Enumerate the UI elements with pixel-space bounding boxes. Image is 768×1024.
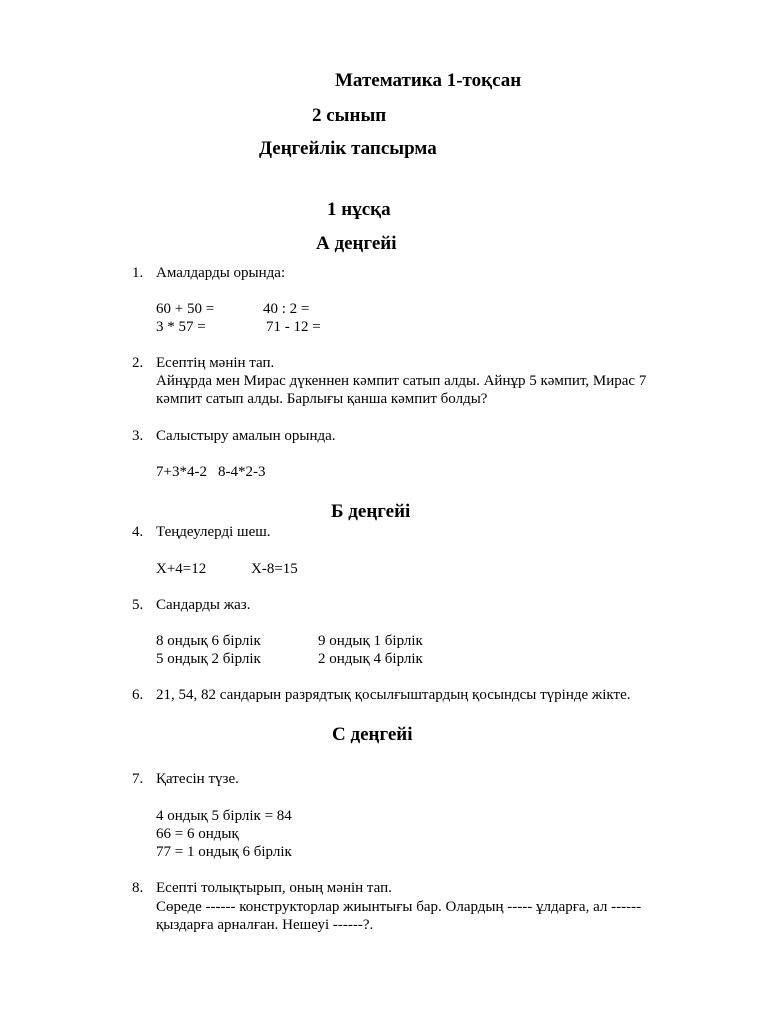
task-5-text: Сандарды жаз. <box>156 597 251 613</box>
task-4-text: Теңдеулерді шеш. <box>156 524 271 540</box>
task-5-item: 5 ондық 2 бірлік <box>156 651 261 667</box>
task-1-expr: 3 * 57 = <box>156 319 206 335</box>
task-2-body-line: кәмпит сатып алды. Барлығы қанша кәмпит болды? <box>156 391 488 407</box>
task-6-text: 21, 54, 82 сандарын разрядтық қосылғыштардың қосындсы түрінде жікте. <box>156 687 631 703</box>
task-8-body-line: қыздарға арналған. Нешеуі ------?. <box>156 917 374 933</box>
level-b-heading: Б деңгейі <box>331 501 411 522</box>
document-title: Математика 1-тоқсан <box>335 70 522 91</box>
task-3-expr: 8-4*2-3 <box>218 464 266 480</box>
task-2-number: 2. <box>132 355 144 371</box>
task-1-text: Амалдарды орында: <box>156 265 286 281</box>
task-7-number: 7. <box>132 771 144 787</box>
task-7-body-line: 77 = 1 ондық 6 бірлік <box>156 844 292 860</box>
grade-heading: 2 сынып <box>312 105 387 126</box>
task-1-number: 1. <box>132 265 144 281</box>
task-3-text: Салыстыру амалын орында. <box>156 428 336 444</box>
task-3-expr: 7+3*4-2 <box>156 464 207 480</box>
task-5-number: 5. <box>132 597 144 613</box>
task-8-text: Есепті толықтырып, оның мәнін тап. <box>156 880 392 896</box>
task-type-heading: Деңгейлік тапсырма <box>259 138 437 159</box>
task-7-body-line: 66 = 6 ондық <box>156 826 239 842</box>
level-a-heading: А деңгейі <box>316 233 397 254</box>
task-5-item: 8 ондық 6 бірлік <box>156 633 261 649</box>
level-c-heading: С деңгейі <box>332 724 413 745</box>
task-5-item: 2 ондық 4 бірлік <box>318 651 423 667</box>
task-8-body-line: Сөреде ------ конструкторлар жиынтығы бар. Олардың ----- ұлдарға, ал ------ <box>156 899 642 915</box>
task-4-equation: Х-8=15 <box>251 561 298 577</box>
task-4-equation: Х+4=12 <box>156 561 207 577</box>
task-6-number: 6. <box>132 687 144 703</box>
task-8-number: 8. <box>132 880 144 896</box>
task-5-item: 9 ондық 1 бірлік <box>318 633 423 649</box>
task-2-text: Есептің мәнін тап. <box>156 355 275 371</box>
task-1-expr: 60 + 50 = <box>156 301 215 317</box>
task-4-number: 4. <box>132 524 144 540</box>
task-3-number: 3. <box>132 428 144 444</box>
task-7-body-line: 4 ондық 5 бірлік = 84 <box>156 808 292 824</box>
task-2-body-line: Айнұрда мен Мирас дүкеннен кәмпит сатып алды. Айнұр 5 кәмпит, Мирас 7 <box>156 373 647 389</box>
task-7-text: Қатесін түзе. <box>156 771 239 787</box>
task-1-expr: 71 - 12 = <box>266 319 321 335</box>
task-1-expr: 40 : 2 = <box>263 301 310 317</box>
variant-heading: 1 нұсқа <box>327 199 391 220</box>
